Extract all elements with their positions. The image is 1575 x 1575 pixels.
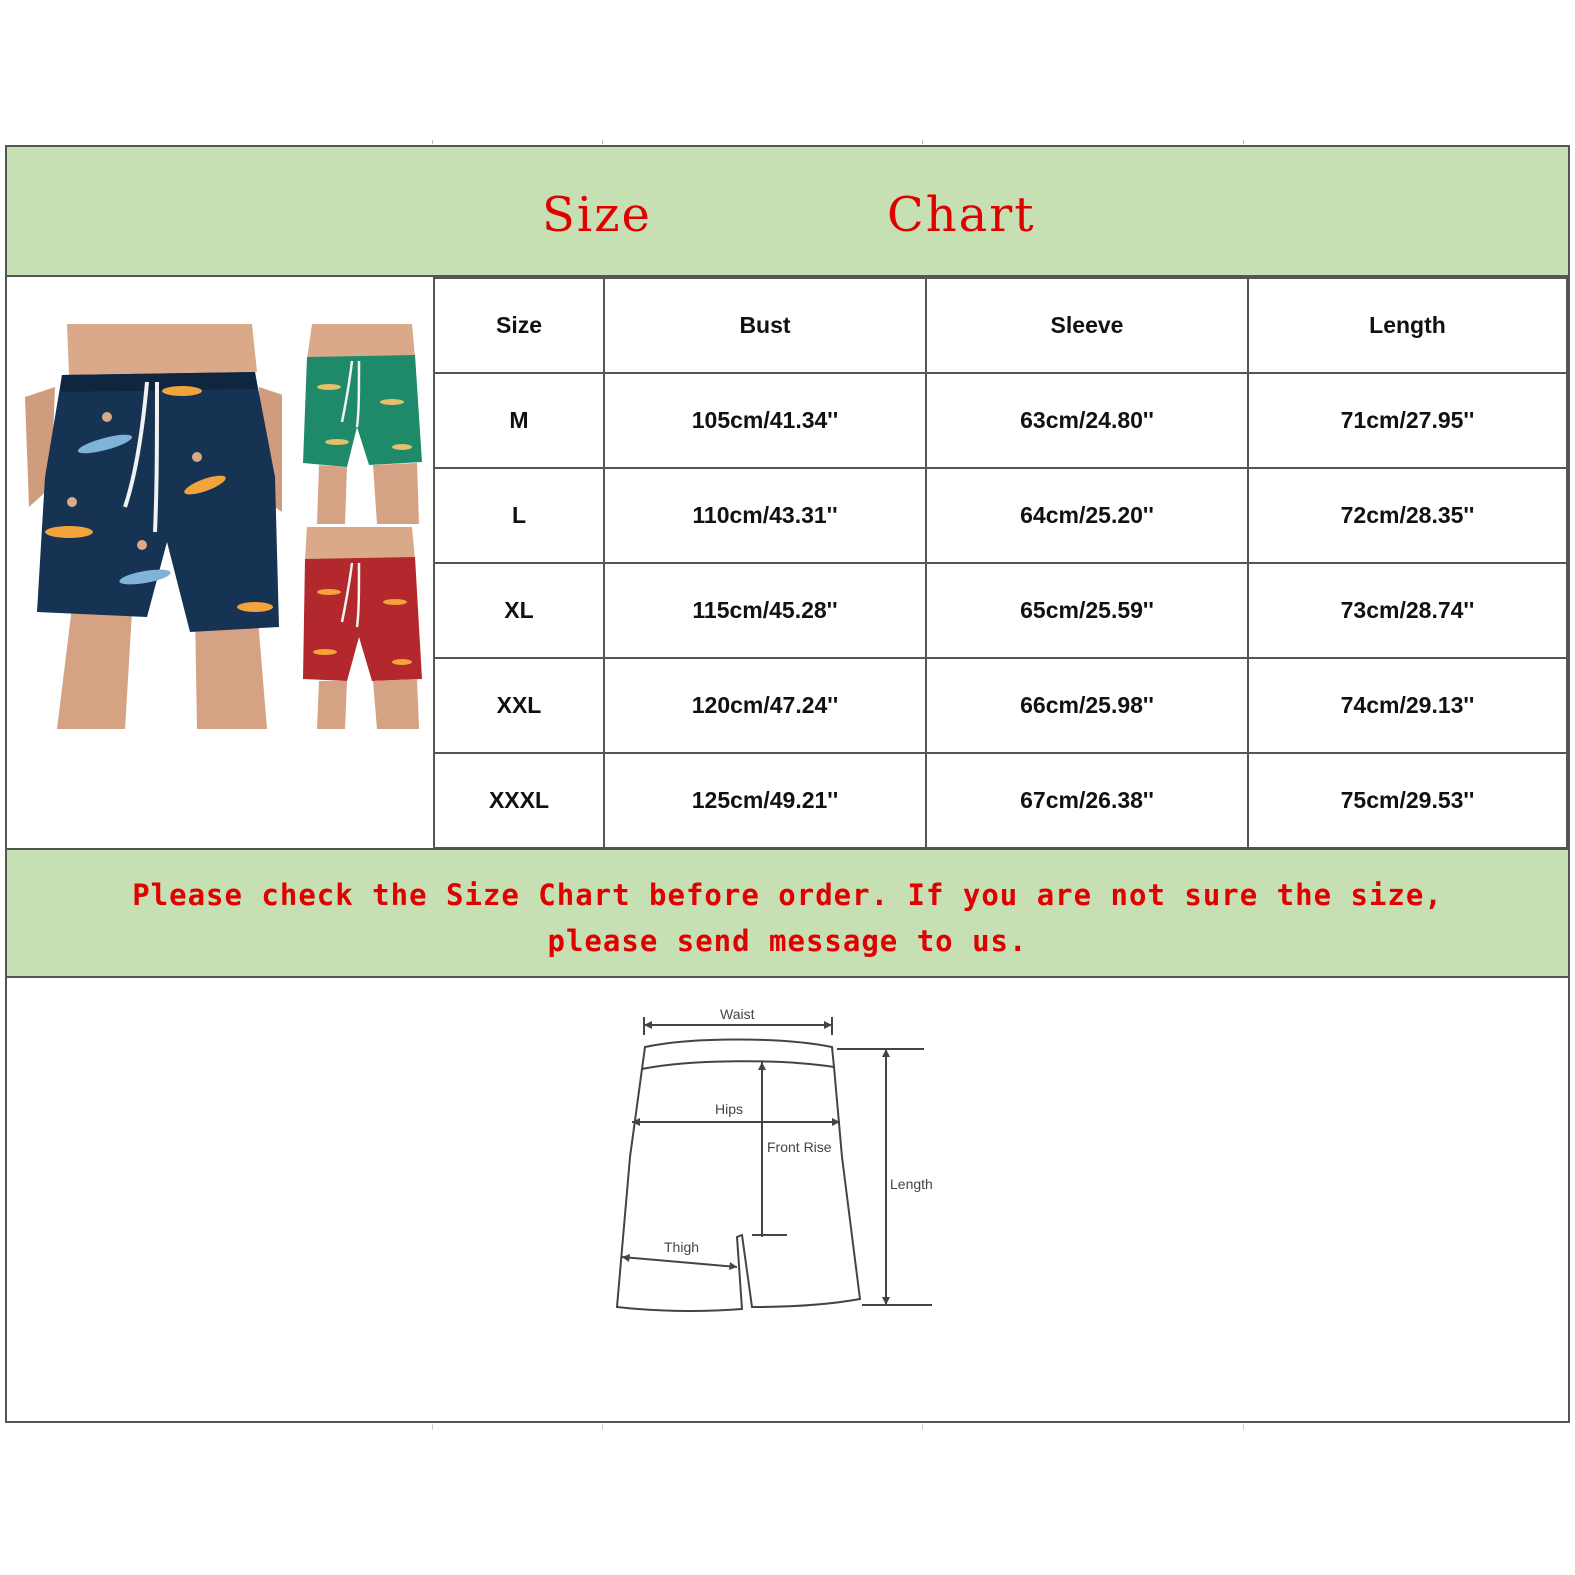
product-photo-variant-green (282, 324, 422, 524)
notice-line-2: please send message to us. (547, 924, 1028, 958)
notice-band (7, 848, 1568, 978)
header-bust: Bust (604, 278, 926, 373)
header-sleeve: Sleeve (926, 278, 1248, 373)
title-band (7, 147, 1568, 277)
table-row (434, 658, 1567, 753)
cell-bust: 110cm/43.31'' (604, 468, 926, 563)
table-row (434, 753, 1567, 848)
cell-sleeve: 65cm/25.59'' (926, 563, 1248, 658)
header-length: Length (1248, 278, 1567, 373)
title-word-size: Size (542, 187, 652, 243)
table-row (434, 468, 1567, 563)
cell-sleeve: 64cm/25.20'' (926, 468, 1248, 563)
cell-bust: 105cm/41.34'' (604, 373, 926, 468)
shorts-measurement-diagram (602, 1007, 952, 1322)
product-photos (7, 277, 435, 848)
cell-size: L (434, 468, 604, 563)
cell-bust: 125cm/49.21'' (604, 753, 926, 848)
label-hips: Hips (715, 1101, 744, 1117)
cell-size: XL (434, 563, 604, 658)
cell-size: M (434, 373, 604, 468)
table-row (434, 373, 1567, 468)
header-size: Size (434, 278, 604, 373)
product-photo-variant-red (297, 527, 422, 729)
size-table (433, 277, 1568, 849)
cell-length: 72cm/28.35'' (1248, 468, 1567, 563)
cell-sleeve: 63cm/24.80'' (926, 373, 1248, 468)
cell-size: XXL (434, 658, 604, 753)
label-waist: Waist (720, 1007, 755, 1022)
cell-size: XXXL (434, 753, 604, 848)
label-front-rise: Front Rise (767, 1139, 832, 1155)
table-header-row (434, 278, 1567, 373)
notice-line-1: Please check the Size Chart before order. If you are not sure the size, (132, 878, 1443, 912)
label-thigh: Thigh (664, 1239, 700, 1255)
cell-bust: 120cm/47.24'' (604, 658, 926, 753)
cell-length: 75cm/29.53'' (1248, 753, 1567, 848)
cell-bust: 115cm/45.28'' (604, 563, 926, 658)
product-photo-main (19, 324, 304, 729)
title-word-chart: Chart (887, 187, 1036, 243)
cell-sleeve: 66cm/25.98'' (926, 658, 1248, 753)
table-row (434, 563, 1567, 658)
cell-length: 71cm/27.95'' (1248, 373, 1567, 468)
product-photo-cell (7, 277, 435, 848)
label-length: Length (890, 1176, 933, 1192)
cell-length: 73cm/28.74'' (1248, 563, 1567, 658)
size-chart-sheet (5, 145, 1570, 1423)
cell-sleeve: 67cm/26.38'' (926, 753, 1248, 848)
cell-length: 74cm/29.13'' (1248, 658, 1567, 753)
